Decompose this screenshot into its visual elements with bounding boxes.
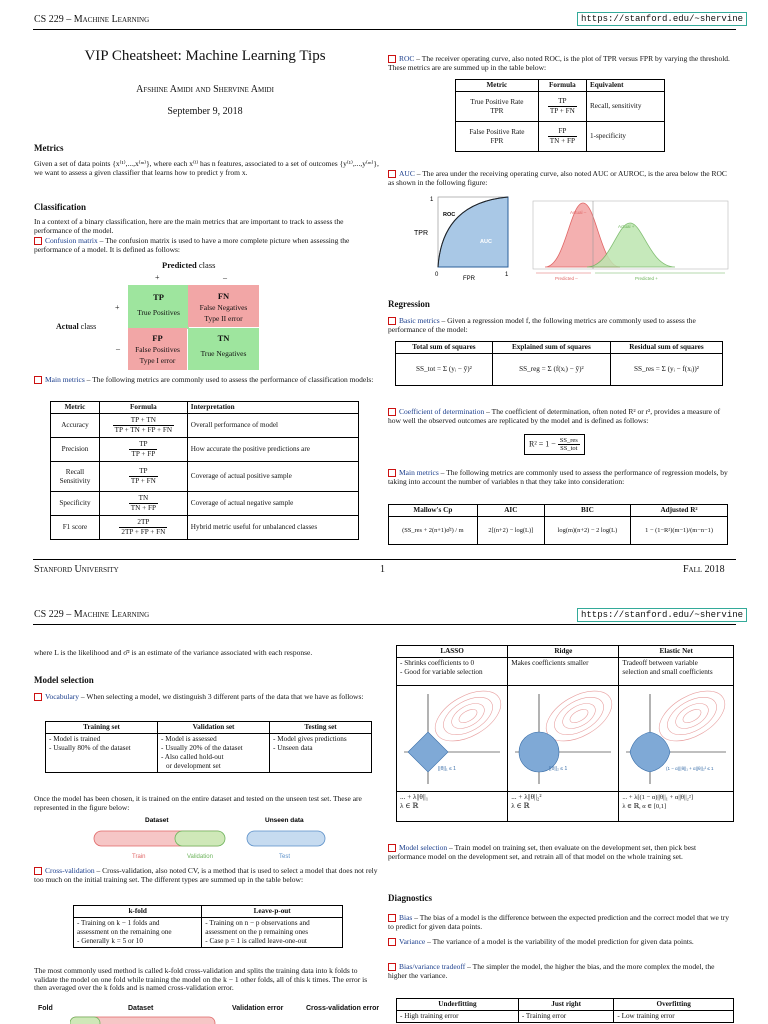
validation-label: Validation — [187, 854, 213, 860]
table-row: SS_tot = Σ (yᵢ − ȳ)² SS_reg = Σ (f(xᵢ) − ȳ)² SS_res = Σ (yᵢ − f(xᵢ))² — [396, 354, 723, 386]
actual-plus-label: Actual + — [618, 224, 635, 229]
test-bar — [247, 831, 325, 846]
ridge-constraint-label: ||θ||₂ ≤ 1 — [549, 766, 568, 772]
date: September 9, 2018 — [167, 106, 243, 117]
predicted-minus: – — [223, 273, 227, 282]
validation-error-label: Validation error — [232, 1005, 284, 1012]
regression-main-metrics-paragraph: Main metrics – The following metrics are commonly used to assess the performance of regression models, by taking into account the number of variables n that they take into consideration: — [388, 468, 728, 486]
running-header-course: CS 229 – Machine Learning — [34, 14, 150, 25]
authors: Afshine Amidi and Shervine Amidi — [136, 84, 274, 95]
col-header: Ridge — [508, 646, 619, 658]
model-selection-heading: Model selection — [34, 675, 94, 685]
dataset-split-figure — [90, 815, 340, 863]
predicted-minus-label: Predicted – — [555, 276, 578, 281]
bias-variance-paragraph: Bias/variance tradeoff – The simpler the model, the higher the bias, and the more complex the model, the higher the variance. — [388, 962, 715, 980]
col-header: Metric — [456, 80, 539, 92]
vocabulary-paragraph: Vocabulary – When selecting a model, we distinguish 3 different parts of the data that we have as follows: — [34, 693, 379, 702]
table-row: Recall Sensitivity $\frac{TP}{TP + FN}$ Coverage of actual positive sample — [51, 462, 359, 492]
test-label: Test — [279, 854, 291, 860]
classification-heading: Classification — [34, 202, 87, 212]
col-header: k-fold — [74, 906, 202, 918]
bullet-icon — [34, 376, 42, 384]
page-title: VIP Cheatsheet: Machine Learning Tips — [84, 48, 326, 64]
cv-fold-bar — [70, 1016, 220, 1024]
col-header: Equivalent — [587, 80, 665, 92]
classification-metrics-table — [50, 401, 359, 540]
metrics-intro: Given a set of data points {x⁽¹⁾,...,x⁽ᵐ⁾}, where each x⁽ⁱ⁾ has n features, associated to a set of outcomes {y⁽¹⁾,...,y⁽ᵐ⁾}, we want to assess a given classifier that learns how to predict y from x. — [34, 159, 379, 177]
diagnostics-heading: Diagnostics — [388, 893, 433, 903]
col-header: Underfitting — [397, 999, 519, 1011]
table-row: F1 score $\frac{2TP}{2TP + FP + FN}$ Hybrid metric useful for unbalanced classes — [51, 516, 359, 540]
cell-false-negative: FN False Negatives Type II error — [188, 285, 259, 327]
col-header: Leave-p-out — [202, 906, 343, 918]
col-header: Training set — [46, 722, 158, 734]
table-row: ... + λ||θ||₁ λ ∈ ℝ ... + λ||θ||₂² λ ∈ ℝ ... + λ[(1 − α)||θ||₁ + α||θ||₂²] λ ∈ ℝ, α ∈ [0,1] — [397, 792, 734, 822]
col-header: Adjusted R² — [631, 505, 728, 517]
validation-bar — [175, 831, 225, 846]
train-label: Train — [132, 854, 146, 860]
footer-right: Fall 2018 — [683, 564, 725, 575]
elastic-net-constraint-diagram — [622, 688, 730, 786]
table-row: - High training error - Training error - Low training error — [397, 1011, 734, 1023]
header-rule — [33, 29, 736, 30]
col-header: Validation set — [158, 722, 270, 734]
col-header: AIC — [477, 505, 544, 517]
fpr-axis-label: FPR — [463, 276, 475, 282]
confusion-matrix-paragraph: Confusion matrix – The confusion matrix is used to have a more complete picture when assessing the performance of a model. It is defined as follows: — [34, 236, 350, 254]
variance-paragraph: Variance – The variance of a model is the variability of the model prediction for given data points. — [388, 938, 733, 947]
table-row — [397, 686, 734, 792]
coefficient-determination-paragraph: Coefficient of determination – The coefficient of determination, often noted R² or r², provides a measure of how well the observed outcomes are replicated by the model and is defined as follows: — [388, 407, 721, 425]
table-row: Specificity $\frac{TN}{TN + FP}$ Coverage of actual negative sample — [51, 492, 359, 516]
bias-paragraph: Bias – The bias of a model is the difference between the expected prediction and the correct model that we try to predict for given data points. — [388, 913, 730, 931]
lasso-constraint-diagram — [400, 688, 504, 786]
col-header: Elastic Net — [619, 646, 734, 658]
table-row: (SS_res + 2(n+1)σ̂²) / m 2[(n+2) − log(L)] log(m)(n+2) − 2 log(L) 1 − (1−R²)(m−1)/(m−n−1) — [389, 517, 728, 545]
actual-plus: + — [115, 303, 120, 312]
col-header: Metric — [51, 402, 100, 414]
table-row: False Positive Rate FPR $\frac{FP}{TN + FP}$ 1-specificity — [456, 122, 665, 152]
actual-class-label: Actual class — [56, 322, 97, 331]
col-header: Formula — [99, 402, 187, 414]
predicted-class-label: Predicted class — [162, 260, 216, 270]
roc-label: ROC — [443, 212, 456, 218]
cell-true-positive: TP True Positives — [128, 285, 189, 329]
col-header: Interpretation — [187, 402, 358, 414]
auc-paragraph: AUC – The area under the receiving operating curve, also noted AUC or AUROC, is the area below the ROC as shown in the following figure: — [388, 169, 727, 187]
cell-false-positive: FP False Positives Type I error — [128, 328, 187, 370]
regression-metrics-table — [388, 504, 728, 545]
lasso-constraint-label: ||θ||₁ ≤ 1 — [438, 766, 457, 772]
tick-label: 1 — [430, 197, 434, 203]
ridge-constraint-diagram — [511, 688, 615, 786]
actual-minus: – — [116, 344, 120, 353]
predicted-plus-label: Predicted + — [635, 276, 658, 281]
unseen-data-label: Unseen data — [265, 817, 304, 824]
table-row: - Model is trained - Usually 80% of the dataset - Model is assessed - Usually 20% of the dataset - Also called hold-out or development set - Model gives predictions - Unseen data — [46, 734, 372, 773]
tpr-axis-label: TPR — [414, 230, 428, 237]
actual-minus-label: Actual – — [570, 210, 587, 215]
col-header: Total sum of squares — [396, 342, 493, 354]
classification-main-metrics-paragraph: Main metrics – The following metrics are commonly used to assess the performance of classification models: — [34, 376, 379, 385]
predicted-plus: + — [155, 273, 160, 282]
model-selection-paragraph: Model selection – Train model on training set, then evaluate on the development set, then pick best performance model on the development set, and retrain all of that model on the whole training set. — [388, 843, 697, 861]
after-selection-paragraph: Once the model has been chosen, it is trained on the entire dataset and tested on the unseen test set. These are represented in the figure below: — [34, 794, 362, 812]
header-rule — [33, 624, 736, 625]
col-header: Formula — [538, 80, 586, 92]
footer-rule — [33, 559, 736, 560]
fitting-table — [396, 998, 734, 1023]
cell-true-negative: TN True Negatives — [188, 328, 259, 370]
metrics-heading: Metrics — [34, 143, 64, 153]
roc-paragraph: ROC – The receiver operating curve, also noted ROC, is the plot of TPR versus FPR by varying the threshold. These metrics are are summed up in the table below: — [388, 54, 730, 72]
bullet-icon — [388, 938, 396, 946]
header-url-link[interactable]: https://stanford.edu/~shervine — [577, 12, 747, 26]
col-header: Overfitting — [614, 999, 734, 1011]
col-header: BIC — [544, 505, 630, 517]
r-squared-formula: R² = 1 − $\frac{\text{SS\_res}}{\text{SS\_tot}}$ — [524, 434, 585, 455]
col-header: Mallow's Cp — [389, 505, 478, 517]
elastic-net-constraint-label: (1 − α)||θ||₁ + α||θ||₂² ≤ 1 — [666, 766, 714, 771]
cv-error-label: Cross-validation error — [306, 1005, 380, 1012]
auc-label: AUC — [480, 239, 492, 245]
auc-area — [438, 197, 508, 267]
col-header: Just right — [518, 999, 614, 1011]
col-header: Explained sum of squares — [492, 342, 610, 354]
kfold-explanation: The most commonly used method is called k-fold cross-validation and splits the training data into k folds to validate the model on one fold while training the model on the k − 1 other folds, all of this k times. The error is then averaged over the k folds and is named cross-validation error. — [34, 966, 368, 993]
bullet-icon — [34, 693, 42, 701]
dataset-label: Dataset — [145, 817, 169, 824]
fold-label: Fold — [38, 1005, 53, 1012]
table-row: - Training on k − 1 folds and assessment on the remaining one - Generally k = 5 or 10 - Training on n − p observations and assessment on the p remaining ones - Case p = 1 is called leave-one-out — [74, 918, 343, 948]
regularization-table — [396, 645, 734, 822]
dataset-label-cv: Dataset — [128, 1005, 154, 1012]
running-header-course: CS 229 – Machine Learning — [34, 609, 150, 620]
page-number: 1 — [380, 564, 385, 575]
table-row: True Positive Rate TPR $\frac{TP}{TP + FN}$ Recall, sensitivity — [456, 92, 665, 122]
footer-left: Stanford University — [34, 564, 119, 575]
sum-of-squares-table — [395, 341, 723, 386]
likelihood-note: where L is the likelihood and σ̂² is an estimate of the variance associated with each response. — [34, 648, 313, 657]
cross-validation-table — [73, 905, 343, 948]
roc-auc-figure — [405, 193, 735, 285]
cross-validation-paragraph: Cross-validation – Cross-validation, also noted CV, is a method that is used to select a model that does not rely too much on the initial training set. The different types are summed up in the table below: — [34, 866, 378, 884]
classification-intro: In a context of a binary classification, here are the main metrics that are important to track to assess the performance of the model. — [34, 217, 344, 235]
table-row: Precision $\frac{TP}{TP + FP}$ How accurate the positive predictions are — [51, 438, 359, 462]
basic-metrics-paragraph: Basic metrics – Given a regression model f, the following metrics are commonly used to assess the performance of the model: — [388, 316, 696, 334]
tick-label: 0 — [435, 272, 439, 278]
col-header: Testing set — [270, 722, 372, 734]
table-row: - Shrinks coefficients to 0 - Good for variable selection Makes coefficients smaller Tradeoff between variable selection and small coefficients — [397, 658, 734, 686]
col-header: Residual sum of squares — [610, 342, 722, 354]
regression-heading: Regression — [388, 299, 430, 309]
roc-table — [455, 79, 665, 152]
tick-label: 1 — [505, 272, 509, 278]
table-row: Accuracy $\frac{TP + TN}{TP + TN + FP + FN}$ Overall performance of model — [51, 414, 359, 438]
col-header: LASSO — [397, 646, 508, 658]
header-url-link[interactable]: https://stanford.edu/~shervine — [577, 608, 747, 622]
data-sets-table — [45, 721, 372, 773]
